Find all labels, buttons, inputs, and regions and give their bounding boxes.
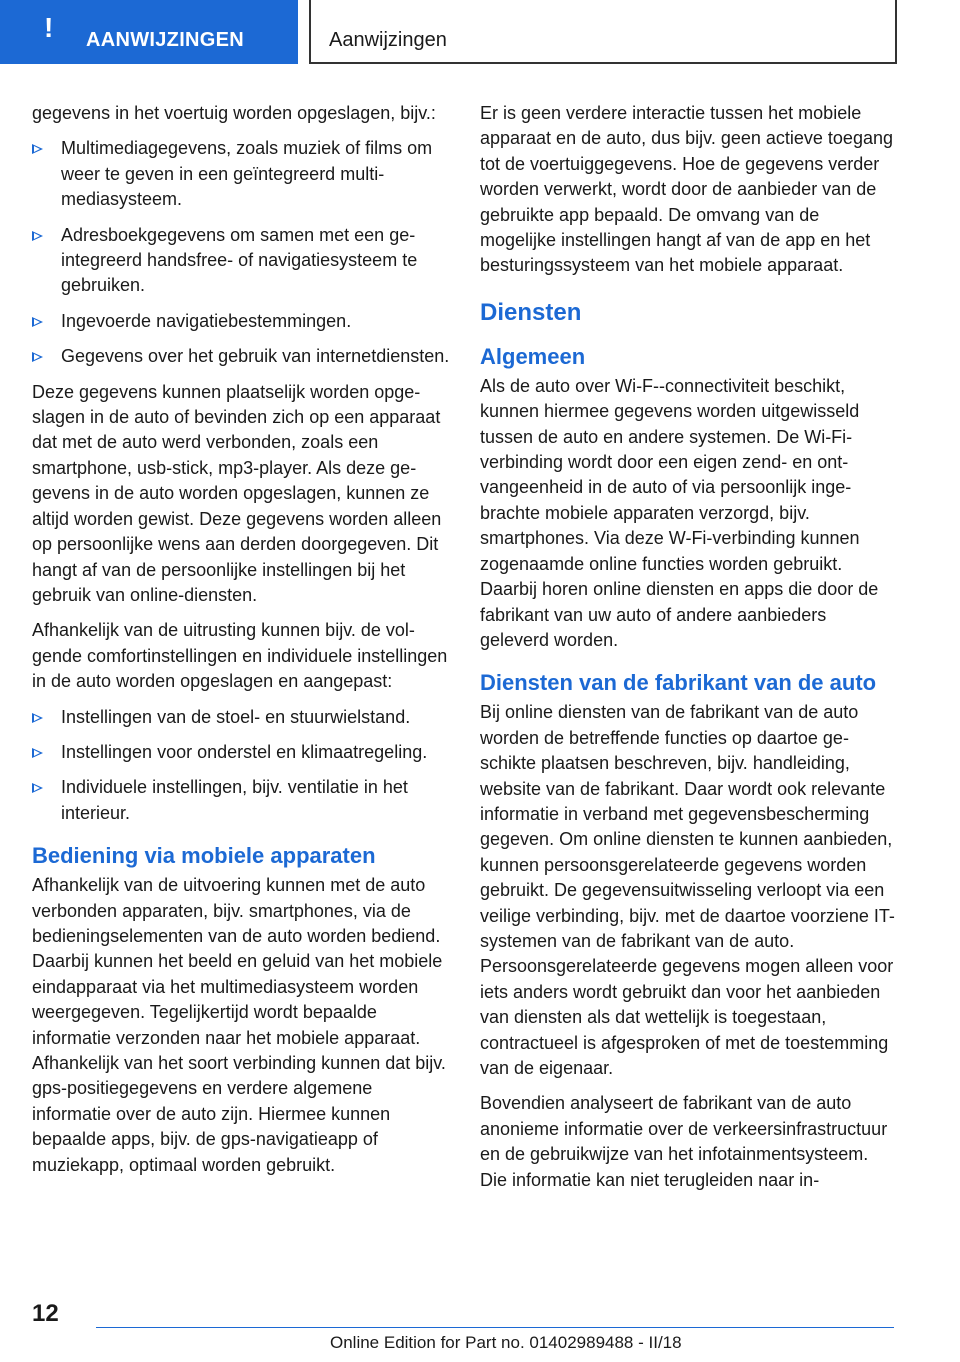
triangle-bullet-icon (32, 352, 43, 362)
header-title-box (309, 0, 897, 64)
chapter-heading: Diensten (480, 298, 582, 326)
triangle-bullet-icon (32, 144, 43, 154)
paragraph: gegevens in het voertuig worden opgeslagen, bijv.: (32, 103, 436, 123)
list-item (32, 344, 450, 369)
triangle-bullet-icon (32, 748, 43, 758)
paragraph: Bij online diensten van de fabrikant van de auto worden de betreffende functies op daartoe geschikte plaatsen beschreven, bijv. handleiding, website van de fabrikant. Daar wordt ook relevante informatie in verband met gegevensbescherming gegeven. Om online diensten te kunnen aanbieden, kunnen persoonsgerelateerde gegevens worden gebruikt. De gegevensuitwisseling verloopt via een veilige verbinding, bijv. met de daartoe voorziene IT-systemen van de fabrikant van de auto. Persoonsgerelateerde gegevens mogen alleen voor iets anders wordt gebruikt dan voor het aanbieden van diensten als dat wettelijk is toegestaan, contractueel is afgesproken of met de toestemming van de eigenaar. (480, 702, 895, 1078)
paragraph: Afhankelijk van de uitvoering kunnen met de auto verbonden apparaten, bijv. smartphones, via de bedieningselementen van de auto worden bediend. Daarbij kunnen het beeld en geluid van het mobiele eindapparaat via het multimediasysteem worden weergegeven. Tegelijkertijd wordt bepaalde informatie verzonden naar het mobiele apparaat. Afhankelijk van het soort verbinding kunnen dat bijv. gps-positiegegevens en verdere algemene informatie over de auto zijn. Hiermee kunnen bepaalde apps, bijv. de gps-navigatieapp of muziekapp, optimaal worden gebruikt. (32, 875, 446, 1175)
page-number: 12 (32, 1300, 59, 1327)
list-item-text: Multimediagegevens, zoals muziek of films om weer te geven in een geïntegreerd multimediasysteem. (61, 138, 433, 210)
list-item-text: Adresboekgegevens om samen met een geintegreerd handsfree- of navigatiesysteem te gebruiken. (61, 224, 418, 296)
section-heading: Bediening via mobiele apparaten (32, 843, 376, 869)
right-column (480, 101, 898, 1203)
bullet-list (32, 705, 450, 827)
paragraph: Deze gegevens kunnen plaatselijk worden opgeslagen in de auto of bevinden zich op een apparaat dat met de auto werd verbonden, zoals een smartphone, usb-stick, mp3-player. Als deze gegevens in de auto worden opgeslagen, kunnen ze altijd worden gewist. Deze gegevens worden alleen op persoonlijke wens aan derden doorgegeven. Dit hangt af van de persoonlijke instellingen bij het gebruik van online-diensten. (32, 381, 442, 605)
page-title: Aanwijzingen (329, 29, 447, 51)
footer-edition: Online Edition for Part no. 01402989488 - II/18 (330, 1333, 682, 1352)
list-item (32, 775, 450, 826)
section-tab (0, 0, 298, 64)
list-item (32, 740, 450, 765)
list-item (32, 223, 450, 299)
list-item-text: Instellingen voor onderstel en klimaatregeling. (61, 741, 428, 762)
triangle-bullet-icon (32, 713, 43, 723)
paragraph: Er is geen verdere interactie tussen het mobiele apparaat en de auto, dus bijv. geen actieve toegang tot de voertuiggegevens. Hoe de gegevens verder worden verwerkt, wordt door de aanbieder van de gebruikte app bepaald. De omvang van de mogelijke instellingen hangt af van de app en het besturingssysteem van het mobiele apparaat. (480, 103, 893, 276)
list-item (32, 136, 450, 212)
list-item-text: Gegevens over het gebruik van internetdiensten. (61, 346, 450, 367)
list-item (32, 309, 450, 334)
triangle-bullet-icon (32, 231, 43, 241)
paragraph: Als de auto over Wi-F--connectiviteit beschikt, kunnen hiermee gegevens worden uitgewisseld tussen de auto en andere systemen. De Wi-Fi-verbinding wordt door een eigen zend- en ontvangeenheid in de auto of via persoonlijk ingebrachte mobiele apparaten verzorgd, bijv. smartphones. Via deze W-Fi-verbinding kunnen zogenaamde online functies worden gebruikt. Daarbij horen online diensten en apps die door de fabrikant van uw auto of andere aanbieders geleverd worden. (480, 375, 879, 650)
list-item-text: Instellingen van de stoel- en stuurwielstand. (61, 706, 411, 727)
left-column (32, 101, 450, 1188)
section-tab-label: AANWIJZINGEN (86, 29, 245, 51)
section-heading: Diensten van de fabrikant van de auto (480, 670, 877, 696)
section-heading: Algemeen (480, 343, 586, 369)
footer-divider (96, 1327, 894, 1328)
bullet-list (32, 136, 450, 369)
triangle-bullet-icon (32, 317, 43, 327)
list-item (32, 705, 450, 730)
list-item-text: Individuele instellingen, bijv. ventilatie in het interieur. (61, 777, 408, 823)
triangle-bullet-icon (32, 783, 43, 793)
exclamation-icon: ! (44, 12, 54, 43)
paragraph: Afhankelijk van de uitrusting kunnen bijv. de volgende comfortinstellingen en individuele instellingen in de auto worden opgeslagen en aangepast: (32, 620, 448, 692)
paragraph: Bovendien analyseert de fabrikant van de auto anonieme informatie over de verkeersinfrastructuur en de gebruikwijze van het infotainmentsysteem. Die informatie kan niet terugleiden naar in- (480, 1093, 888, 1190)
list-item-text: Ingevoerde navigatiebestemmingen. (61, 310, 352, 331)
